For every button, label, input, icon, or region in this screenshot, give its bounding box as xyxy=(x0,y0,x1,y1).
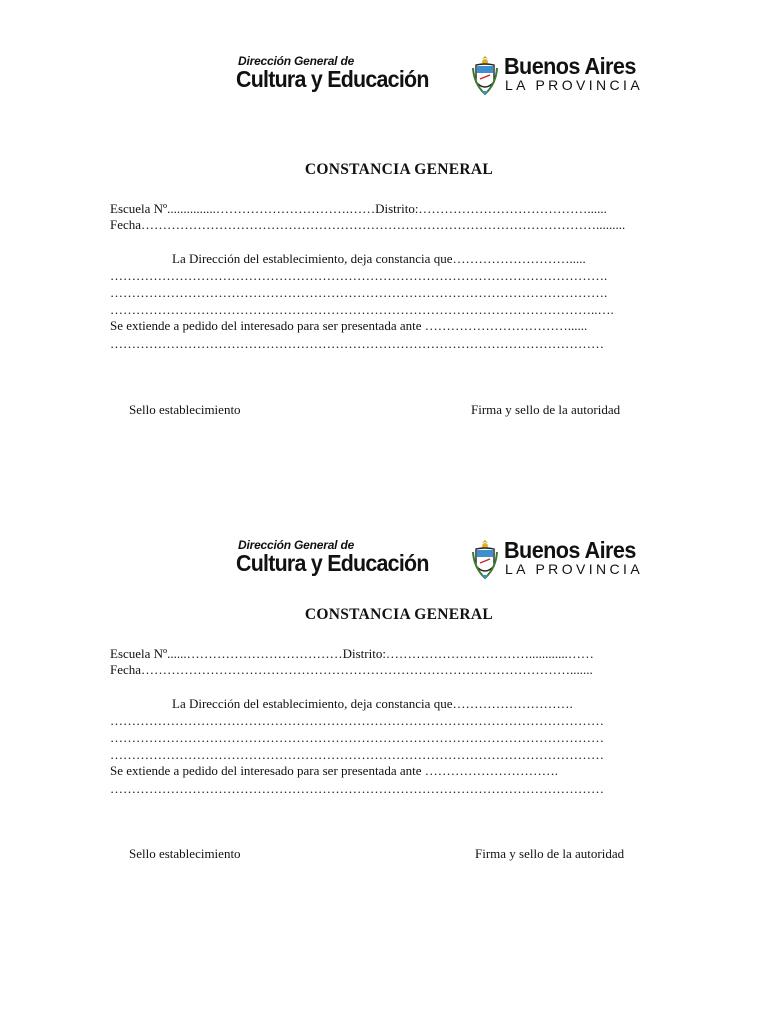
constancia-form-1 xyxy=(0,0,768,460)
logo-cultura-educacion-text: Cultura y Educación xyxy=(236,66,429,92)
logo-cultura-educacion-text: Cultura y Educación xyxy=(236,550,429,576)
direccion-constancia-line: La Dirección del establecimiento, deja constancia que………………………..... xyxy=(172,251,586,266)
logo-buenos-aires-text: Buenos Aires xyxy=(504,53,636,79)
direccion-constancia-line: La Dirección del establecimiento, deja constancia que………………………. xyxy=(172,696,573,711)
logo-direccion-general-text: Dirección General de xyxy=(238,54,355,68)
sello-establecimiento-label: Sello establecimiento xyxy=(129,402,241,417)
blank-line-4: …………………………………………………………………………………………………… xyxy=(110,336,604,351)
extiende-pedido-line: Se extiende a pedido del interesado para ser presentada ante ……………………………...... xyxy=(110,318,588,333)
logo-buenos-aires-text: Buenos Aires xyxy=(504,537,636,563)
logo-la-provincia-text: LA PROVINCIA xyxy=(505,561,644,577)
firma-autoridad-label: Firma y sello de la autoridad xyxy=(475,846,625,861)
coat-of-arms-icon xyxy=(472,54,498,96)
extiende-pedido-line: Se extiende a pedido del interesado para ser presentada ante …………………………. xyxy=(110,763,558,778)
constancia-form-2 xyxy=(0,484,768,944)
escuela-distrito-line: Escuela Nº...............………………………….……Distrito:…………………………………...... xyxy=(110,201,607,216)
blank-line-3: …………………………………………………………………………………………………..…. xyxy=(110,302,614,317)
fecha-line: Fecha……………………………………………………………………………………………......... xyxy=(110,217,626,232)
sello-establecimiento-label: Sello establecimiento xyxy=(129,846,241,861)
escuela-distrito-line: Escuela Nº......………………………………Distrito:……………………………............…… xyxy=(110,646,594,661)
form-title: CONSTANCIA GENERAL xyxy=(304,606,494,623)
fecha-line: Fecha………………………………………………………………………………………....... xyxy=(110,662,593,677)
blank-line-2: …………………………………………………………………………………………………… xyxy=(110,730,604,745)
firma-autoridad-label: Firma y sello de la autoridad xyxy=(471,402,621,417)
header-logo xyxy=(236,54,660,98)
blank-line-2: ……………………………………………………………………………………………………. xyxy=(110,285,608,300)
blank-line-1: ……………………………………………………………………………………………………. xyxy=(110,268,608,283)
coat-of-arms-icon xyxy=(472,538,498,580)
logo-la-provincia-text: LA PROVINCIA xyxy=(505,77,644,93)
blank-line-1: …………………………………………………………………………………………………… xyxy=(110,713,604,728)
header-logo xyxy=(236,538,660,582)
blank-line-3: …………………………………………………………………………………………………… xyxy=(110,747,604,762)
form-title: CONSTANCIA GENERAL xyxy=(304,161,494,178)
logo-direccion-general-text: Dirección General de xyxy=(238,538,355,552)
blank-line-4: …………………………………………………………………………………………………… xyxy=(110,781,604,796)
